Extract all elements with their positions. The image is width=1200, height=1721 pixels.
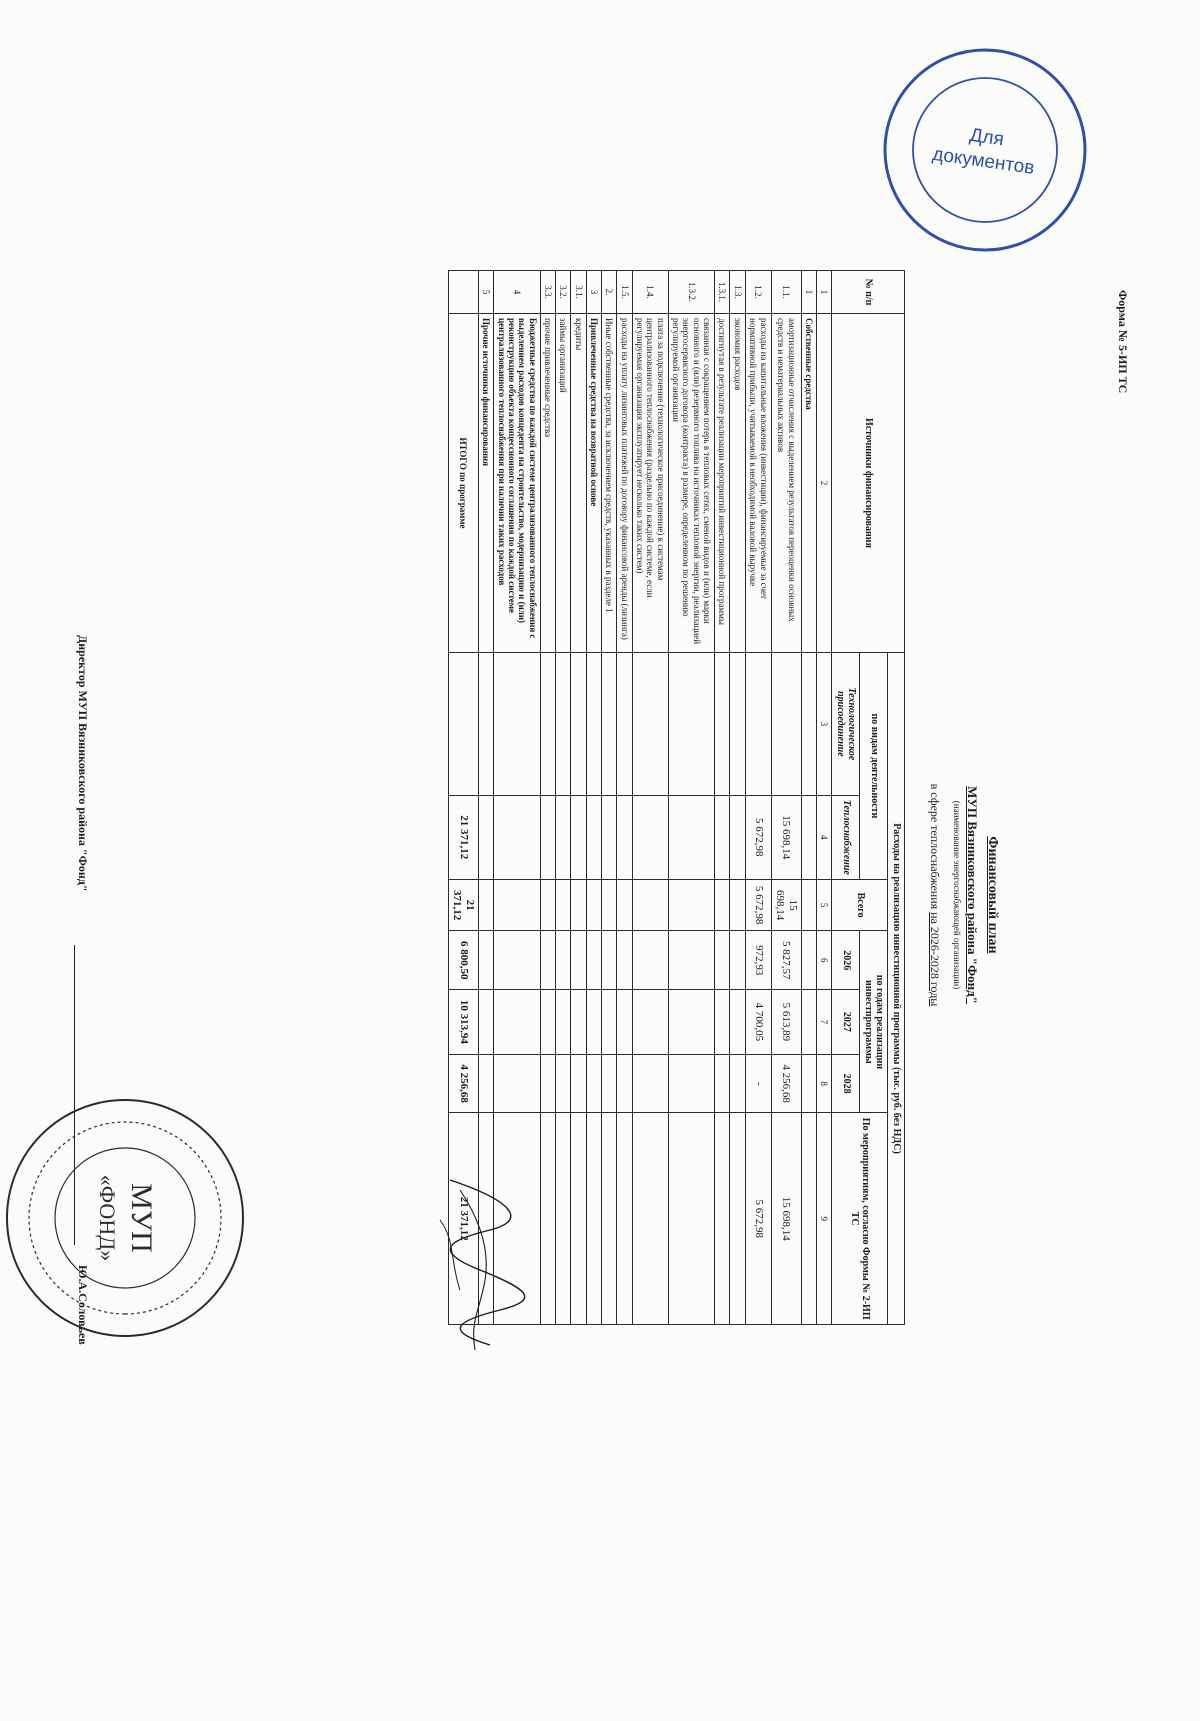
row-value [801,795,816,879]
row-value: 15 698,14 [771,1113,801,1325]
row-value [540,931,555,990]
director-name: Ю.А.Соловьев [76,1265,90,1345]
row-value [715,931,730,990]
table-row [571,271,586,1325]
row-value [478,989,493,1054]
row-value [668,989,714,1054]
row-source: кредиты [571,314,586,653]
row-value [602,1113,617,1325]
col-number: 9 [817,1113,832,1325]
organization-stamp [0,1093,250,1343]
row-value [586,989,601,1054]
row-value [632,795,668,879]
row-value [617,931,632,990]
row-value [494,931,540,990]
row-value [715,653,730,796]
doc-subtitle: в сфере теплоснабжения на 2026-2028 годы [928,783,942,1007]
row-value [602,989,617,1054]
total-value [448,653,478,796]
row-value: 5 613,89 [771,989,801,1054]
row-number: 1.5. [617,271,632,314]
total-label: ИТОГО по программе [448,314,478,653]
row-number: 4 [494,271,540,314]
row-value [730,931,745,990]
row-value [540,653,555,796]
col-number: 6 [817,931,832,990]
row-value [556,1113,571,1325]
row-value [730,1113,745,1325]
row-value: 972,93 [745,931,771,990]
row-value: - [745,1054,771,1113]
row-value [556,653,571,796]
row-source: достигнутая в результате реализации мероприятий инвестиционной программы [715,314,730,653]
row-value [745,653,771,796]
row-value [556,1054,571,1113]
header-by-measures: По мероприятиям, согласно Формы № 2-ИП ТС [832,1113,888,1325]
row-value [668,1054,714,1113]
row-number: 5 [478,271,493,314]
header-2028: 2028 [832,1054,860,1113]
row-value [730,653,745,796]
row-value [586,1054,601,1113]
row-value [571,795,586,879]
row-value [494,879,540,931]
table-row [715,271,730,1325]
table-row [617,271,632,1325]
row-value [730,989,745,1054]
row-value [478,931,493,990]
row-number: 3.2. [556,271,571,314]
row-value [478,795,493,879]
table-row [745,271,771,1325]
row-value [494,1054,540,1113]
col-number: 4 [817,795,832,879]
row-value: 4 700,05 [745,989,771,1054]
row-number: 1 [801,271,816,314]
col-number: 3 [817,653,832,796]
row-value [617,795,632,879]
header-num: № п/п [832,271,905,314]
row-value [556,931,571,990]
row-value [632,1054,668,1113]
row-value [586,1113,601,1325]
row-source: Бюджетные средства по каждой системе централизованного теплоснабжения с выделением расходов концедента на строительство, модернизацию и (или) реконструкцию объекта концессионного соглашения по каждой системе централизованного теплоснабжения при наличии таких расходов [494,314,540,653]
row-number: 1.2. [745,271,771,314]
row-value [801,1054,816,1113]
ministry-stamp [880,45,1090,255]
row-value [668,1113,714,1325]
header-2027: 2027 [832,989,860,1054]
col-number: 5 [817,879,832,931]
row-value: 4 256,68 [771,1054,801,1113]
row-value [801,931,816,990]
row-value [586,879,601,931]
row-value [478,879,493,931]
row-source: Иные собственные средства, за исключением средств, указанных в разделе 1 [602,314,617,653]
row-value [494,795,540,879]
row-value [556,879,571,931]
row-value [632,931,668,990]
row-value [730,1054,745,1113]
row-number: 3 [586,271,601,314]
col-number: 7 [817,989,832,1054]
svg-text:МУП: МУП [125,1183,158,1253]
row-number: 1.4. [632,271,668,314]
row-value [801,653,816,796]
row-value [730,879,745,931]
row-value [540,795,555,879]
row-number: 2. [602,271,617,314]
row-value [602,931,617,990]
col-number: 8 [817,1054,832,1113]
column-number-row [817,271,832,1325]
row-value [632,879,668,931]
total-value: 21 371,12 [448,1113,478,1325]
total-value: 21 371,12 [448,795,478,879]
row-value: 5 672,98 [745,879,771,931]
row-value [771,653,801,796]
org-name-caption: (наименование энергоснабжающей организации) [952,800,962,990]
total-value: 4 256,68 [448,1054,478,1113]
row-value [586,931,601,990]
row-number: 1.3.1. [715,271,730,314]
row-value [540,879,555,931]
table-row [771,271,801,1325]
row-value [632,1113,668,1325]
header-tech: Технологическое присоединение [832,653,860,796]
table-row [632,271,668,1325]
handwritten-signature [420,1160,550,1360]
row-value [586,653,601,796]
row-number: 3.3. [540,271,555,314]
row-number: 1.1. [771,271,801,314]
row-value [617,879,632,931]
svg-text:«ФОНД»: «ФОНД» [95,1174,120,1262]
row-value: 15 698,14 [771,879,801,931]
header-costs: Расходы на реализацию инвестиционной программы (тыс. руб. без НДС) [888,653,905,1325]
total-value: 10 313,94 [448,989,478,1054]
row-value [801,879,816,931]
row-value [715,1113,730,1325]
row-source: амортизационные отчисления с выделением результатов переоценки основных средств и нематериальных активов [771,314,801,653]
table-row [602,271,617,1325]
row-source: прочие привлеченные средства [540,314,555,653]
row-value [556,989,571,1054]
col-number: 2 [817,314,832,653]
title-block [927,585,1000,1205]
row-value: 15 698,14 [771,795,801,879]
row-value [540,1054,555,1113]
row-source: расходы на уплату лизинговых платежей по договору финансовой аренды (лизинга) [617,314,632,653]
doc-title: Финансовый план [985,836,1000,954]
svg-text:документов: документов [931,143,1036,179]
row-value [617,1054,632,1113]
table-row [801,271,816,1325]
row-value [715,795,730,879]
row-value [571,989,586,1054]
row-value [478,653,493,796]
row-source: связанная с сокращением потерь в тепловых сетях, сменой видов и (или) марки основного и (или) резервного топлива на источниках тепловой энергии, реализацией энергосервисного договора (контракта) в размере, определенном по решению регулируемой организации [668,314,714,653]
header-2026: 2026 [832,931,860,990]
row-value: 5 827,57 [771,931,801,990]
row-value [602,879,617,931]
row-value [494,989,540,1054]
table-row [586,271,601,1325]
row-source: Собственные средства [801,314,816,653]
row-value [668,879,714,931]
row-value [586,795,601,879]
header-source: Источники финансирования [832,314,905,653]
row-value [571,1054,586,1113]
row-value [715,879,730,931]
row-value [571,931,586,990]
row-value [571,1113,586,1325]
row-value [801,989,816,1054]
director-label: Директор МУП Вязниковского района "Фонд" [76,635,90,892]
row-number: 3.1. [571,271,586,314]
header-by-activity: по видам деятельности [860,653,888,880]
document-sheet [76,255,1130,1555]
table-row [556,271,571,1325]
svg-text:Для: Для [968,124,1006,151]
row-value [730,795,745,879]
row-value [494,653,540,796]
row-source: расходы на капитальные вложения (инвестиции), финансируемые за счет нормативной прибыли, учитываемой в необходимой валовой выручке [745,314,771,653]
row-value: 5 672,98 [745,1113,771,1325]
row-source: займы организаций [556,314,571,653]
row-value [602,653,617,796]
row-value [617,1113,632,1325]
row-value [668,931,714,990]
row-value [715,1054,730,1113]
header-by-years: по годам реализации инвестпрограммы [860,931,888,1113]
row-value [632,653,668,796]
row-source: Прочие источники финансирования [478,314,493,653]
table-row [730,271,745,1325]
header-heat: Теплоснабжение [832,795,860,879]
row-source: Привлеченные средства на возвратной основе [586,314,601,653]
total-row-number [448,271,478,314]
row-value: 5 672,98 [745,795,771,879]
row-source: экономия расходов [730,314,745,653]
row-value [571,879,586,931]
row-value [668,795,714,879]
form-id: Форма № 5-ИП ТС [1116,290,1130,394]
row-value [602,1054,617,1113]
total-value: 21 371,12 [448,879,478,931]
row-number: 1.3.2. [668,271,714,314]
row-value [632,989,668,1054]
row-value [617,653,632,796]
col-number: 1 [817,271,832,314]
row-value [478,1054,493,1113]
row-value [571,653,586,796]
row-value [602,795,617,879]
table-row [668,271,714,1325]
row-value [556,795,571,879]
total-value: 6 800,50 [448,931,478,990]
row-source: плата за подключение (технологическое присоединение) к системам централизованного теплоснабжения (раздельно по каждой системе, если регулируемая организация эксплуатирует несколько таких систем) [632,314,668,653]
header-total: Всего [832,879,888,931]
row-value [617,989,632,1054]
row-number: 1.3. [730,271,745,314]
row-value [540,989,555,1054]
row-value [715,989,730,1054]
row-value [801,1113,816,1325]
org-name: МУП Вязниковского района "Фонд" [965,786,980,1004]
row-value [668,653,714,796]
